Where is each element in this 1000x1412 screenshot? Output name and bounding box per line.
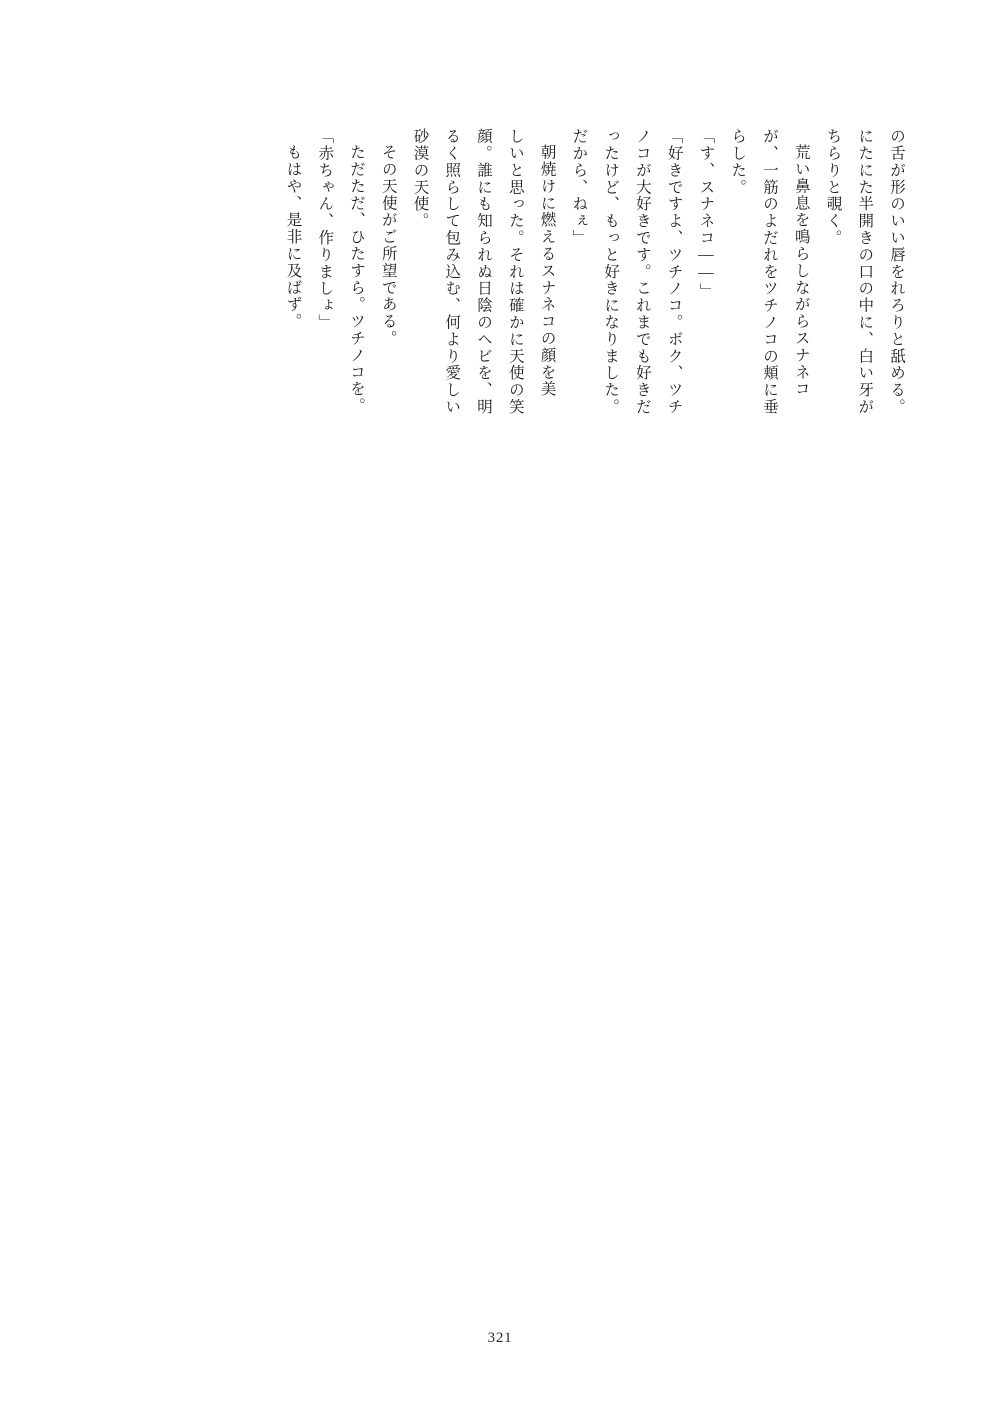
paragraph: の舌が形のいい唇をれろりと舐める。 [888, 128, 905, 416]
paragraph: もはや、是非に及ばず。 [284, 143, 302, 330]
paragraph: 荒い鼻息を鳴らしながらスナネコ [792, 143, 810, 397]
paragraph: ったけど、もっと好きになりました。 [602, 128, 620, 416]
paragraph: 朝焼けに燃えるスナネコの顔を美 [538, 143, 556, 397]
paragraph: その天使がご所望である。 [379, 143, 397, 347]
paragraph: にたにた半開きの口の中に、白い牙が [856, 128, 874, 416]
paragraph: 「好きですよ、ツチノコ。ボク、ツチ [665, 128, 683, 416]
paragraph: らした。 [729, 128, 747, 196]
paragraph: 砂漠の天使。 [411, 128, 429, 230]
paragraph: 「す、スナネコ——」 [697, 128, 715, 300]
body-text-vertical [277, 128, 912, 548]
page-number: 321 [487, 1330, 513, 1346]
paragraph: だから、ねぇ」 [570, 128, 588, 247]
paragraph: ちらりと覗く。 [824, 128, 842, 247]
paragraph: 顔。誰にも知られぬ日陰のヘビを、明 [475, 128, 493, 416]
paragraph: しいと思った。それは確かに天使の笑 [506, 128, 524, 416]
paragraph: 「赤ちゃん、作りましょ」 [316, 128, 334, 331]
paragraph: るく照らして包み込む、何より愛しい [443, 128, 461, 416]
paragraph: ノコが大好きです。これまでも好きだ [633, 128, 651, 416]
paragraph: ただただ、ひたすら。ツチノコを。 [347, 143, 365, 414]
paragraph: が、一筋のよだれをツチノコの頬に垂 [760, 128, 778, 416]
